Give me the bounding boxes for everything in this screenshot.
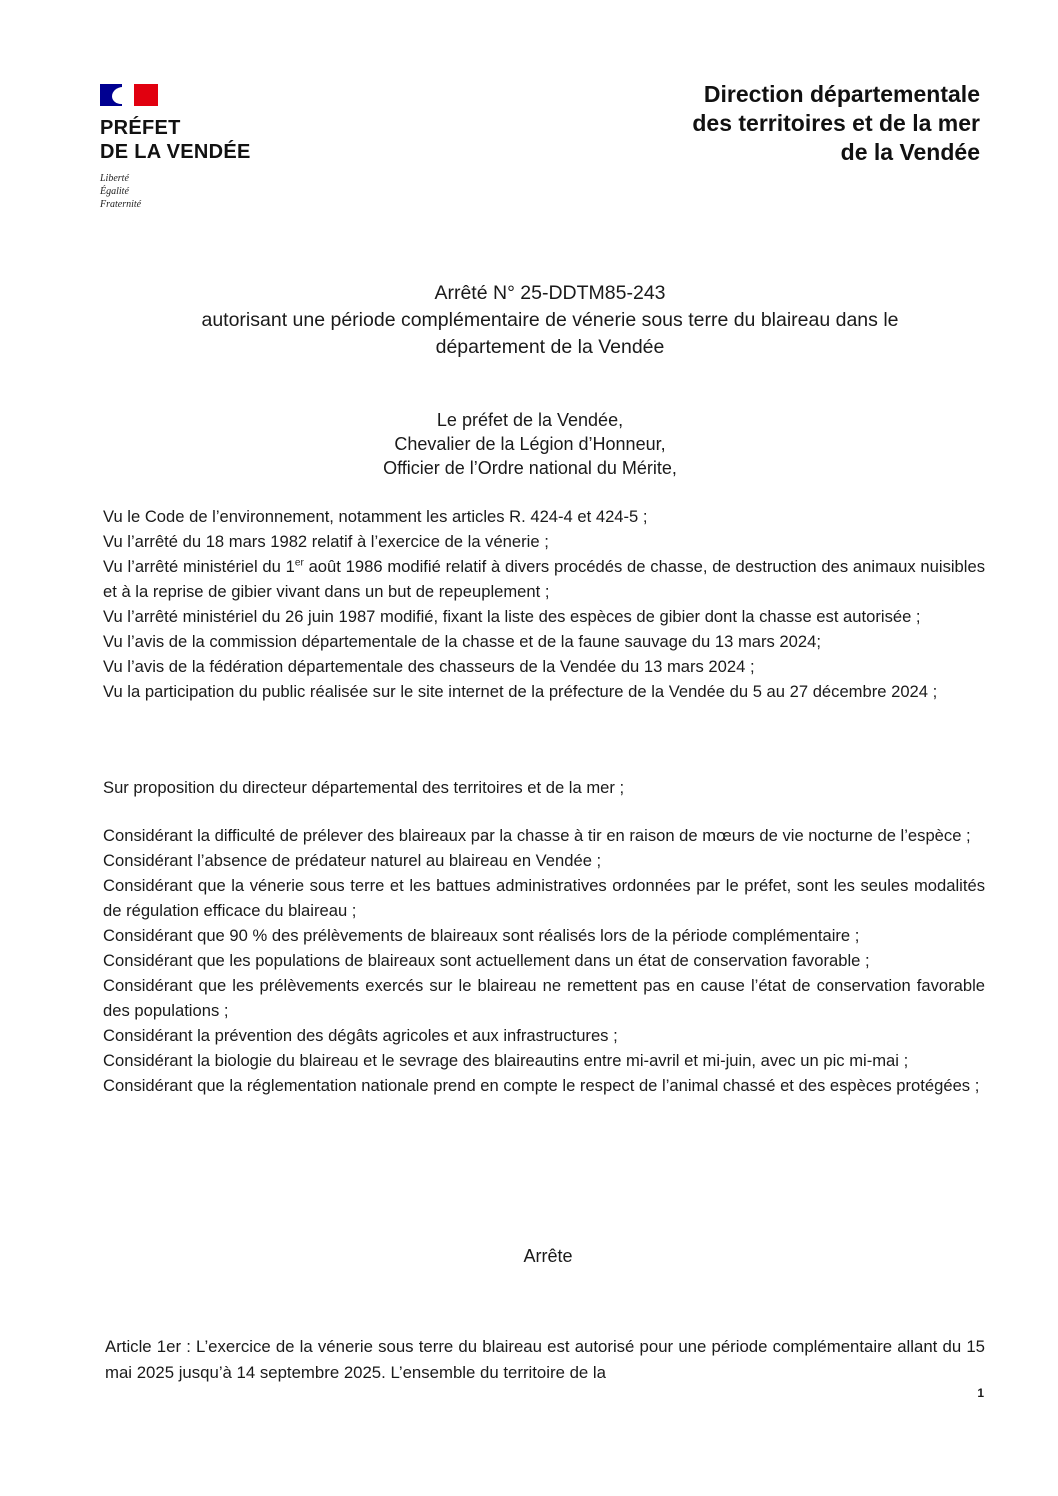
- considerant-item: Considérant la prévention des dégâts agricoles et aux infrastructures ;: [103, 1026, 618, 1045]
- visa-item: Vu l’avis de la fédération départementale des chasseurs de la Vendée du 13 mars 2024 ;: [103, 657, 755, 676]
- visa-item: Vu l’arrêté du 18 mars 1982 relatif à l’exercice de la vénerie ;: [103, 532, 549, 551]
- visa-item: Vu le Code de l’environnement, notamment les articles R. 424-4 et 424-5 ;: [103, 507, 648, 526]
- considerant-item: Considérant que 90 % des prélèvements de blaireaux sont réalisés lors de la période complémentaire ;: [103, 926, 860, 945]
- prefect-title-3: Officier de l’Ordre national du Mérite,: [383, 458, 677, 478]
- page-number: 1: [977, 1386, 984, 1400]
- considerant-item: Considérant la biologie du blaireau et le sevrage des blaireautins entre mi-avril et mi-juin, avec un pic mi-mai ;: [103, 1051, 909, 1070]
- visa-item: Vu l’arrêté ministériel du 1er août 1986 modifié relatif à divers procédés de chasse, de destruction des animaux nuisibles et à la reprise de gibier vivant dans un but de repeuplement ;: [103, 557, 985, 601]
- prefect-title-1: Le préfet de la Vendée,: [436, 410, 624, 430]
- logo-line-2: DE LA VENDÉE: [100, 141, 251, 163]
- visa-item: Vu l’arrêté ministériel du 26 juin 1987 modifié, fixant la liste des espèces de gibier dont la chasse est autorisée ;: [103, 607, 921, 626]
- motto-liberte: Liberté: [100, 173, 129, 184]
- considerant-item: Considérant que les prélèvements exercés sur le blaireau ne remettent pas en cause l’état de conservation favorable des populations ;: [103, 976, 985, 1020]
- arrete-heading: Arrête: [523, 1246, 573, 1266]
- marianne-flag-icon: [100, 84, 158, 106]
- decree-number: Arrêté N° 25-DDTM85-243: [434, 282, 666, 304]
- prefect-titles: [100, 408, 960, 480]
- considerant-item: Considérant que la vénerie sous terre et les battues administratives ordonnées par le préfet, sont les seules modalités de régulation efficace du blaireau ;: [103, 876, 985, 920]
- visa-item: Vu l’avis de la commission départementale de la chasse et de la faune sauvage du 13 mars 2024;: [103, 632, 821, 651]
- decree-subject-line-1: autorisant une période complémentaire de vénerie sous terre du blaireau dans le: [201, 309, 899, 331]
- decree-title: [100, 280, 1000, 361]
- motto-egalite: Égalité: [100, 186, 129, 197]
- considerant-item: Considérant que la réglementation nationale prend en compte le respect de l’animal chassé et des espèces protégées ;: [103, 1076, 980, 1095]
- proposition-line: [103, 775, 985, 800]
- prefect-title-2: Chevalier de la Légion d’Honneur,: [394, 434, 666, 454]
- issuing-direction: [692, 80, 980, 167]
- article-1: Article 1er : L’exercice de la vénerie sous terre du blaireau est autorisé pour une période complémentaire allant du 15 mai 2025 jusqu’à 14 septembre 2025. L’ensemble du territoire de la: [105, 1337, 985, 1382]
- considerants-section: [103, 823, 985, 1098]
- republic-motto: [100, 172, 300, 211]
- decree-subject-line-2: département de la Vendée: [435, 336, 665, 358]
- considerant-item: Considérant la difficulté de prélever des blaireaux par la chasse à tir en raison de mœurs de vie nocturne de l’espèce ;: [103, 826, 971, 845]
- logo-line-1: PRÉFET: [100, 117, 181, 139]
- direction-line-2: des territoires et de la mer: [692, 110, 980, 136]
- motto-fraternite: Fraternité: [100, 199, 142, 210]
- logo-title: [100, 116, 300, 164]
- direction-line-3: de la Vendée: [840, 139, 980, 165]
- visa-item: Vu la participation du public réalisée sur le site internet de la préfecture de la Vendée du 5 au 27 décembre 2024 ;: [103, 682, 938, 701]
- visas-section: [103, 504, 985, 704]
- proposition-text: Sur proposition du directeur départemental des territoires et de la mer ;: [103, 778, 625, 797]
- prefecture-logo: [100, 84, 300, 211]
- direction-line-1: Direction départementale: [703, 81, 980, 107]
- considerant-item: Considérant que les populations de blaireaux sont actuellement dans un état de conservation favorable ;: [103, 951, 870, 970]
- considerant-item: Considérant l’absence de prédateur naturel au blaireau en Vendée ;: [103, 851, 602, 870]
